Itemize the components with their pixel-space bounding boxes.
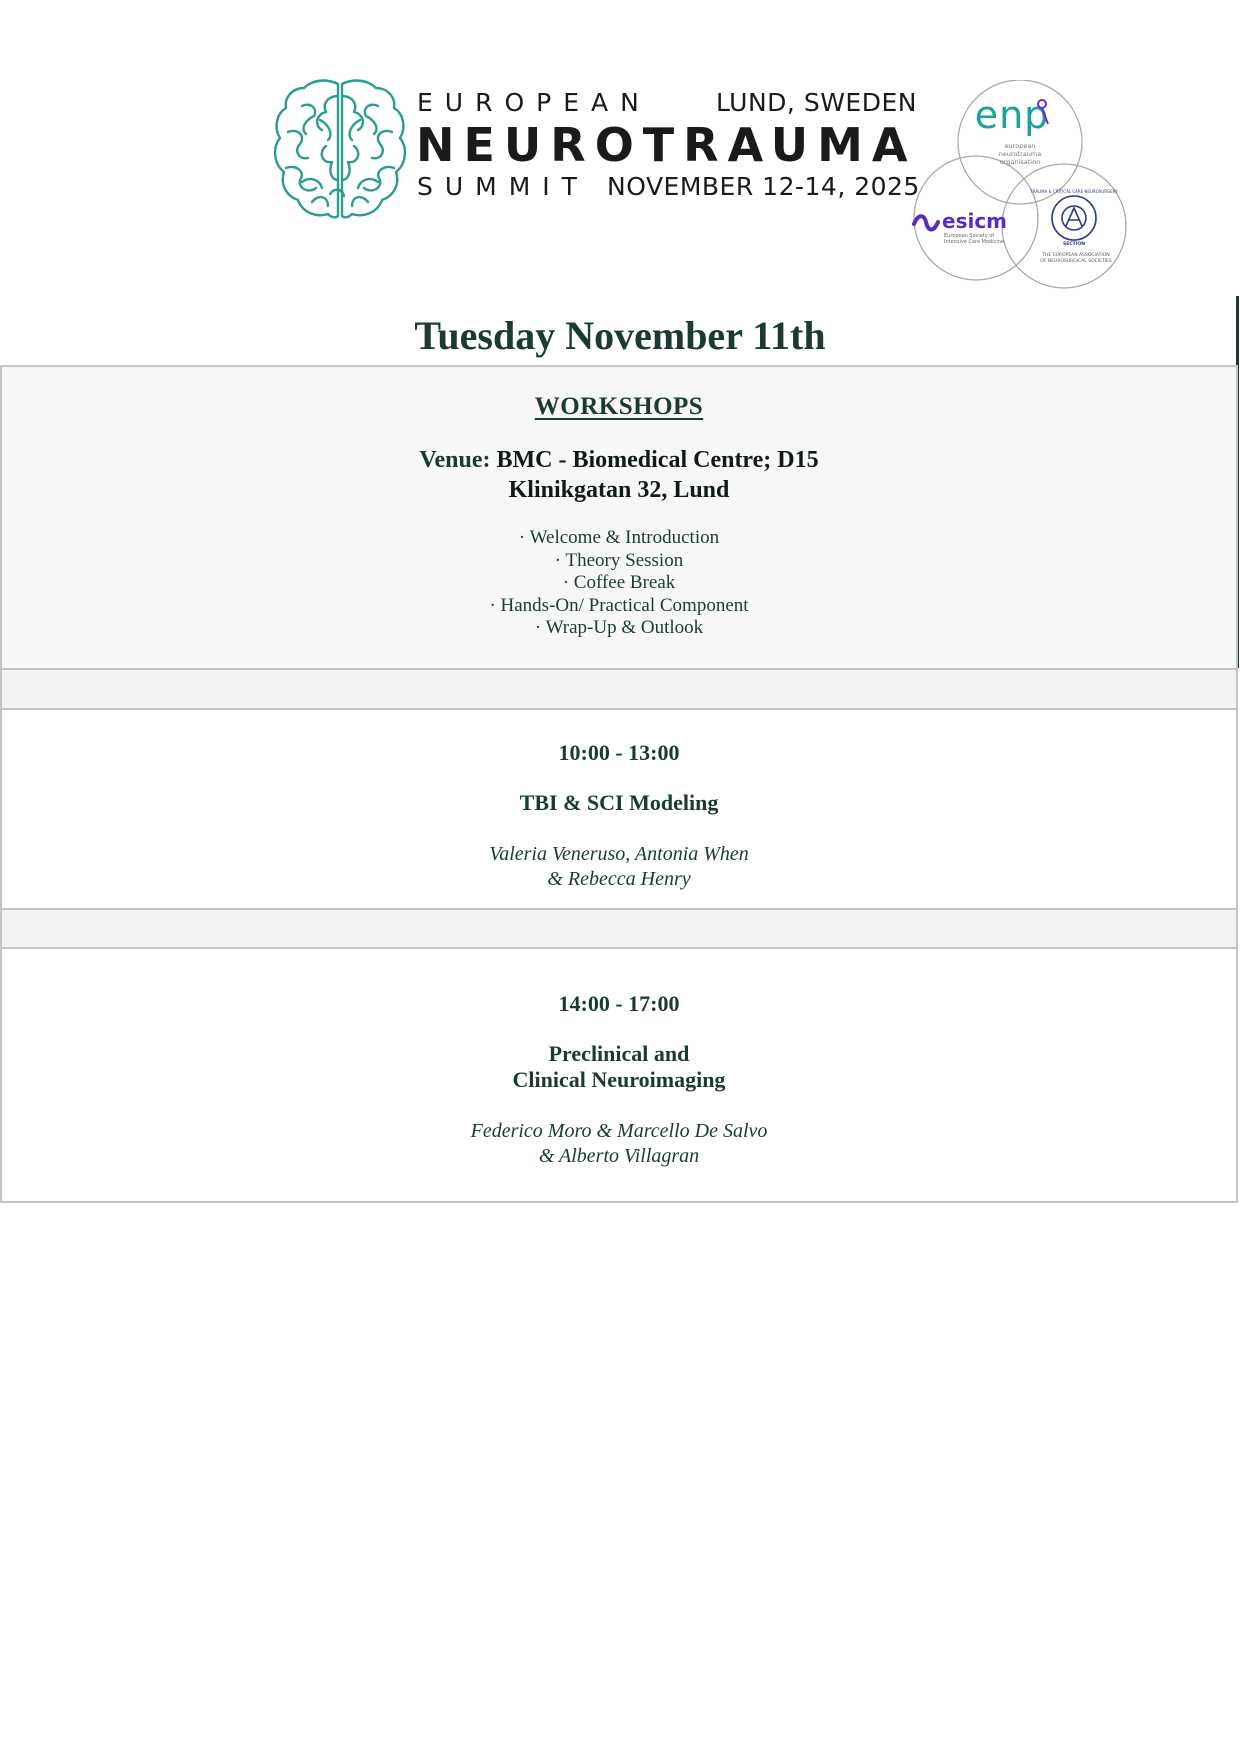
- session-block: [0, 708, 1238, 910]
- venue-label: Venue:: [419, 447, 491, 473]
- venue-address: Klinikgatan 32, Lund: [508, 477, 730, 503]
- esicm-caption-2: Intensive Care Medicine: [944, 239, 1004, 245]
- enp-logo-icon: [975, 93, 1050, 166]
- workshops-block: [0, 365, 1238, 670]
- session-title-line: Preclinical and: [548, 1041, 690, 1066]
- brain-logo-icon: [272, 76, 408, 222]
- partner-logos-venn: [908, 80, 1128, 290]
- enp-caption-2: neurotrauma: [998, 150, 1042, 158]
- speaker-line: & Rebecca Henry: [547, 868, 691, 890]
- agenda-list: [2, 527, 1236, 640]
- eans-caption-1: THE EUROPEAN ASSOCIATION: [1042, 253, 1110, 258]
- enp-logo-mark: enp: [974, 93, 1050, 137]
- day-title: Tuesday November 11th: [414, 313, 826, 358]
- venue-info: [2, 445, 1236, 505]
- summit-name-line3: SUMMIT: [417, 172, 589, 201]
- esicm-logo-icon: [914, 209, 1007, 245]
- eans-section-label: SECTION: [1063, 242, 1085, 247]
- venue-line: [2, 445, 1236, 475]
- summit-location: LUND, SWEDEN: [716, 88, 917, 117]
- esicm-logo-mark: esicm: [942, 209, 1008, 233]
- speaker-line: & Alberto Villagran: [538, 1145, 700, 1167]
- summit-header: [0, 0, 1240, 300]
- session-time: 14:00 - 17:00: [558, 991, 680, 1016]
- summit-name-line1: EUROPEAN: [417, 88, 651, 117]
- esicm-caption-1: European Society of: [944, 233, 995, 239]
- session-title: [2, 1041, 1236, 1093]
- session-title-line: Clinical Neuroimaging: [512, 1067, 726, 1092]
- session-title-line: TBI & SCI Modeling: [519, 790, 719, 815]
- session-speakers: [2, 1119, 1236, 1169]
- session-time: 10:00 - 13:00: [558, 740, 680, 765]
- agenda-item: · Wrap-Up & Outlook: [2, 617, 1236, 640]
- workshops-heading: WORKSHOPS: [534, 393, 704, 420]
- summit-name-line2: NEUROTRAUMA: [416, 118, 917, 172]
- session-title: [2, 790, 1236, 816]
- enp-caption-1: european: [1004, 142, 1036, 150]
- spacer-band: [0, 908, 1238, 949]
- eans-caption-2: OF NEUROSURGICAL SOCIETIES: [1040, 259, 1112, 264]
- agenda-item: · Welcome & Introduction: [2, 527, 1236, 550]
- venue-name: BMC - Biomedical Centre; D15: [496, 447, 819, 473]
- speaker-line: Federico Moro & Marcello De Salvo: [470, 1120, 768, 1142]
- session-speakers: [2, 842, 1236, 892]
- summit-dates: NOVEMBER 12-14, 2025: [607, 172, 920, 201]
- agenda-item: · Coffee Break: [2, 572, 1236, 595]
- session-block: [0, 947, 1238, 1203]
- spacer-band: [0, 668, 1238, 710]
- speaker-line: Valeria Veneruso, Antonia When: [489, 843, 749, 865]
- eans-ring-text: TRAUMA & CRITICAL CARE NEUROSURGERY: [1030, 189, 1118, 194]
- agenda-item: · Hands-On/ Practical Component: [2, 595, 1236, 618]
- agenda-item: · Theory Session: [2, 550, 1236, 573]
- enp-caption-3: organisation: [999, 158, 1041, 166]
